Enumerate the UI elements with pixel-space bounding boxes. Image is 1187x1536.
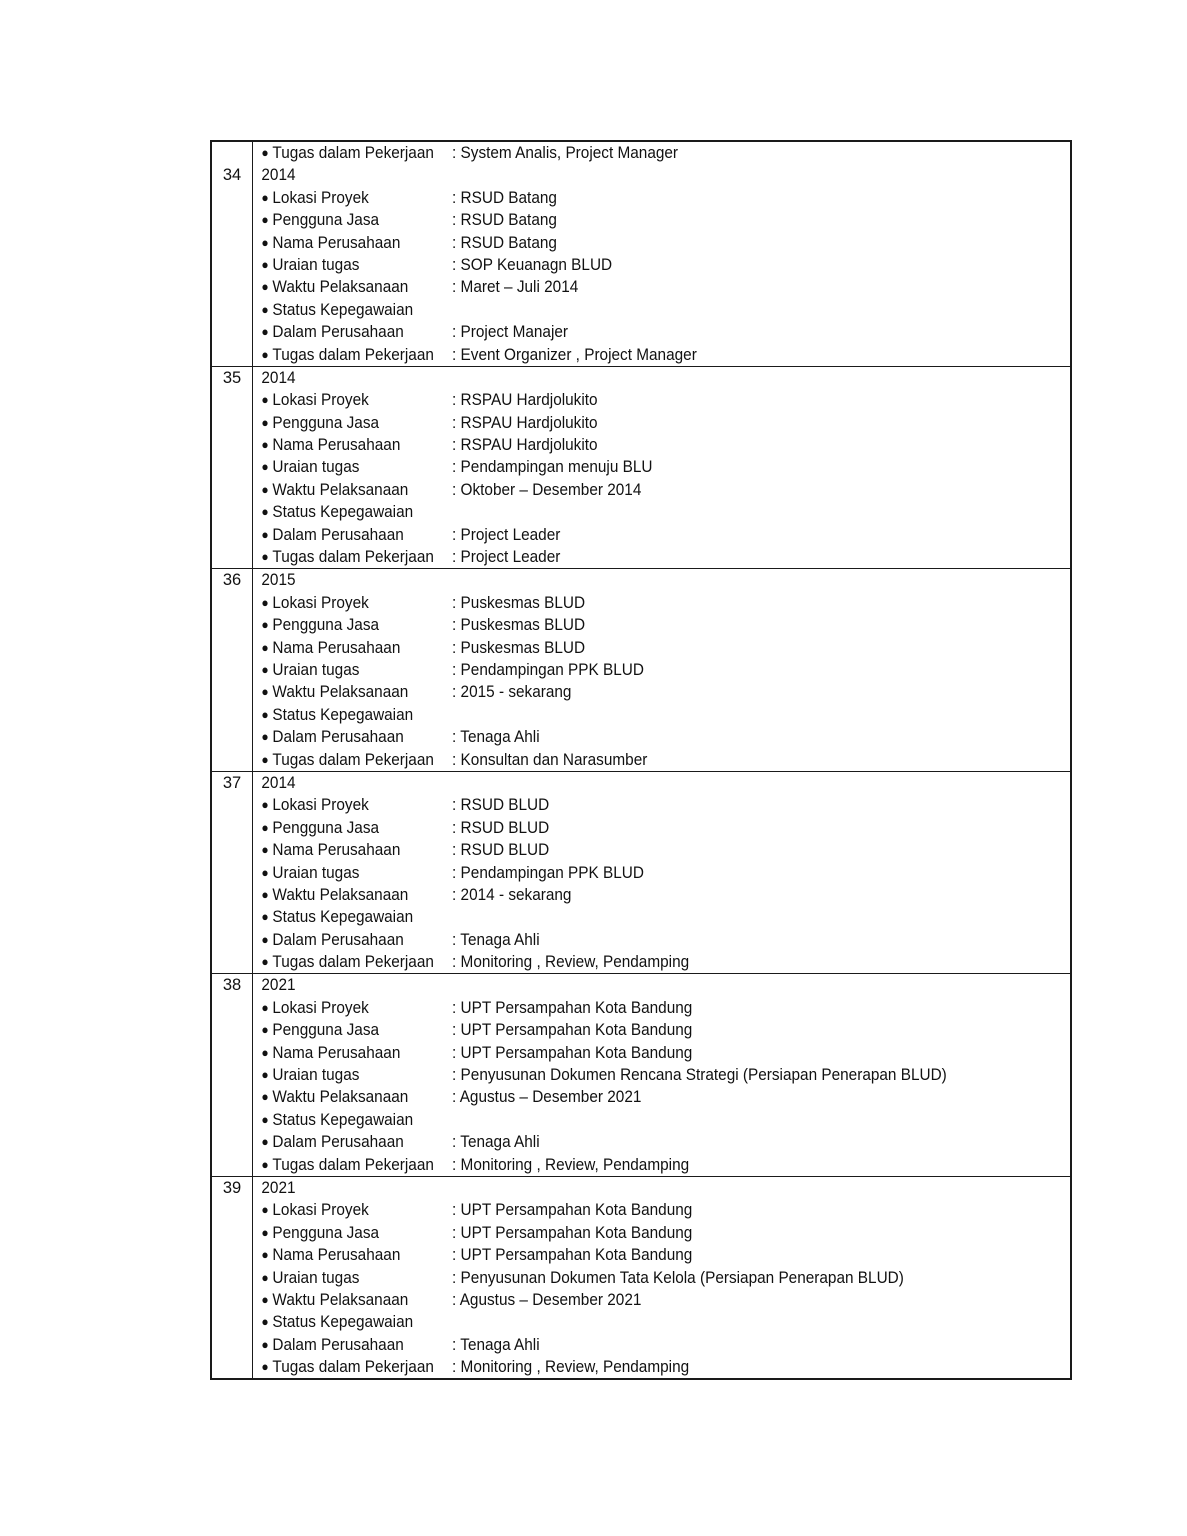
field-label: ● Status Kepegawaian	[261, 1110, 414, 1129]
bullet-icon: ●	[261, 301, 269, 317]
field-line	[261, 209, 1012, 231]
bullet-icon: ●	[261, 751, 269, 767]
table-row	[212, 164, 1070, 366]
field-value: : Maret – Juli 2014	[452, 278, 579, 297]
field-line	[261, 704, 1012, 726]
field-value: : SOP Keuanagn BLUD	[452, 255, 613, 274]
field-label: ● Pengguna Jasa	[261, 1021, 380, 1040]
field-value: : Tenaga Ahli	[452, 728, 540, 747]
field-label: ● Dalam Perusahaan	[261, 323, 404, 342]
entry-year: 2015	[261, 571, 296, 590]
field-value: : RSUD BLUD	[452, 796, 550, 815]
bullet-icon: ●	[261, 256, 269, 272]
field-value: : System Analis, Project Manager	[452, 144, 679, 162]
field-line	[261, 614, 1012, 636]
field-line	[261, 1356, 1012, 1378]
field-value: : Pendampingan PPK BLUD	[452, 660, 644, 679]
field-line	[261, 344, 1012, 366]
bullet-icon: ●	[261, 1224, 269, 1240]
field-label: ● Pengguna Jasa	[261, 211, 380, 230]
field-value: : RSUD BLUD	[452, 841, 550, 860]
field-line	[261, 681, 1012, 703]
field-value: : Konsultan dan Narasumber	[452, 750, 648, 769]
bullet-icon: ●	[261, 1336, 269, 1352]
entry-year: 2014	[261, 166, 296, 185]
field-value: : Penyusunan Dokumen Rencana Strategi (Persiapan Penerapan BLUD)	[452, 1066, 947, 1085]
field-label: ● Waktu Pelaksanaan	[261, 1088, 409, 1107]
field-line	[261, 321, 1012, 343]
bullet-icon: ●	[261, 931, 269, 947]
bullet-icon: ●	[261, 1291, 269, 1307]
year-line	[261, 772, 1012, 794]
field-label: ● Status Kepegawaian	[261, 705, 414, 724]
field-line	[261, 389, 1012, 411]
bullet-icon: ●	[261, 459, 269, 475]
field-value: : 2015 - sekarang	[452, 683, 572, 702]
table-row	[212, 568, 1070, 771]
experience-table	[210, 140, 1072, 1380]
field-label: ● Pengguna Jasa	[261, 1223, 380, 1242]
year-line	[261, 569, 1012, 591]
row-number: 38	[212, 974, 253, 1176]
field-value: : RSUD BLUD	[452, 818, 550, 837]
field-line	[261, 1311, 1012, 1333]
year-line	[261, 974, 1012, 996]
bullet-icon: ●	[261, 526, 269, 542]
field-label: ● Nama Perusahaan	[261, 638, 401, 657]
field-label: ● Tugas dalam Pekerjaan	[261, 548, 434, 567]
field-value: : UPT Persampahan Kota Bandung	[452, 1201, 693, 1220]
bullet-icon: ●	[261, 1247, 269, 1263]
field-line	[261, 456, 1012, 478]
bullet-icon: ●	[261, 842, 269, 858]
field-label: ● Tugas dalam Pekerjaan	[261, 750, 434, 769]
field-line	[261, 412, 1012, 434]
bullet-icon: ●	[261, 1269, 269, 1285]
field-value: : UPT Persampahan Kota Bandung	[452, 1043, 693, 1062]
table-row	[212, 366, 1070, 569]
field-value: : Agustus – Desember 2021	[452, 1290, 642, 1309]
field-label: ● Lokasi Proyek	[261, 391, 369, 410]
field-line	[261, 524, 1012, 546]
field-label: ● Tugas dalam Pekerjaan	[261, 345, 434, 364]
bullet-icon: ●	[261, 1089, 269, 1105]
entry-year: 2014	[261, 368, 296, 387]
bullet-icon: ●	[261, 504, 269, 520]
field-value: : Monitoring , Review, Pendamping	[452, 1358, 690, 1377]
field-line	[261, 749, 1012, 771]
field-line	[261, 501, 1012, 523]
field-value: : Puskesmas BLUD	[452, 638, 586, 657]
field-label: ● Lokasi Proyek	[261, 188, 369, 207]
year-line	[261, 1177, 1012, 1199]
field-value: : RSPAU Hardjolukito	[452, 436, 598, 455]
field-label: ● Tugas dalam Pekerjaan	[261, 1155, 434, 1174]
field-value: : 2014 - sekarang	[452, 885, 572, 904]
bullet-icon: ●	[261, 392, 269, 408]
field-value: : Monitoring , Review, Pendamping	[452, 1155, 690, 1174]
field-label: ● Nama Perusahaan	[261, 1246, 401, 1265]
field-label: ● Uraian tugas	[261, 863, 360, 882]
table-row	[212, 1176, 1070, 1379]
year-line	[261, 164, 1012, 186]
field-value: : RSPAU Hardjolukito	[452, 391, 598, 410]
field-line	[261, 794, 1012, 816]
bullet-icon: ●	[261, 324, 269, 340]
field-label: ● Nama Perusahaan	[261, 1043, 401, 1062]
row-number: 37	[212, 772, 253, 974]
field-value: : Pendampingan PPK BLUD	[452, 863, 644, 882]
field-line	[261, 637, 1012, 659]
field-label: ● Pengguna Jasa	[261, 413, 380, 432]
field-line	[261, 1019, 1012, 1041]
table-row	[212, 142, 1070, 164]
field-line	[261, 254, 1012, 276]
field-label: ● Waktu Pelaksanaan	[261, 278, 409, 297]
bullet-icon: ●	[261, 145, 269, 160]
entry-year: 2021	[261, 1178, 296, 1197]
field-value: : Penyusunan Dokumen Tata Kelola (Persiapan Penerapan BLUD)	[452, 1268, 904, 1287]
field-value: : Puskesmas BLUD	[452, 593, 586, 612]
field-line	[261, 142, 1012, 164]
field-value: : Project Manajer	[452, 323, 569, 342]
field-label: ● Nama Perusahaan	[261, 841, 401, 860]
field-line	[261, 839, 1012, 861]
field-line	[261, 276, 1012, 298]
field-value: : Agustus – Desember 2021	[452, 1088, 642, 1107]
field-line	[261, 1131, 1012, 1153]
field-line	[261, 1154, 1012, 1176]
row-content	[253, 974, 1013, 1176]
field-value: : RSUD Batang	[452, 233, 557, 252]
field-label: ● Waktu Pelaksanaan	[261, 885, 409, 904]
field-line	[261, 434, 1012, 456]
table-row	[212, 973, 1070, 1176]
row-content	[253, 1177, 1013, 1379]
field-label: ● Tugas dalam Pekerjaan	[261, 144, 434, 162]
bullet-icon: ●	[261, 661, 269, 677]
field-label: ● Lokasi Proyek	[261, 593, 369, 612]
field-value: : Puskesmas BLUD	[452, 616, 586, 635]
field-line	[261, 1199, 1012, 1221]
field-label: ● Uraian tugas	[261, 1066, 360, 1085]
field-label: ● Lokasi Proyek	[261, 796, 369, 815]
bullet-icon: ●	[261, 706, 269, 722]
bullet-icon: ●	[261, 1314, 269, 1330]
field-line	[261, 817, 1012, 839]
row-content	[253, 569, 1013, 771]
field-line	[261, 929, 1012, 951]
field-line	[261, 546, 1012, 568]
field-value: : UPT Persampahan Kota Bandung	[452, 1223, 693, 1242]
field-line	[261, 659, 1012, 681]
field-line	[261, 906, 1012, 928]
bullet-icon: ●	[261, 414, 269, 430]
field-value: : UPT Persampahan Kota Bandung	[452, 998, 693, 1017]
bullet-icon: ●	[261, 481, 269, 497]
field-value: : Tenaga Ahli	[452, 1335, 540, 1354]
bullet-icon: ●	[261, 212, 269, 228]
row-number	[212, 142, 253, 164]
field-label: ● Tugas dalam Pekerjaan	[261, 1358, 434, 1377]
field-label: ● Waktu Pelaksanaan	[261, 480, 409, 499]
field-value: : Oktober – Desember 2014	[452, 480, 642, 499]
field-line	[261, 592, 1012, 614]
field-value: : RSUD Batang	[452, 188, 557, 207]
table-row	[212, 771, 1070, 974]
field-value: : RSUD Batang	[452, 211, 557, 230]
field-value: : UPT Persampahan Kota Bandung	[452, 1246, 693, 1265]
field-line	[261, 1289, 1012, 1311]
field-label: ● Dalam Perusahaan	[261, 525, 404, 544]
field-value: : Project Leader	[452, 548, 561, 567]
field-line	[261, 299, 1012, 321]
bullet-icon: ●	[261, 279, 269, 295]
field-label: ● Uraian tugas	[261, 660, 360, 679]
bullet-icon: ●	[261, 1067, 269, 1083]
field-line	[261, 1109, 1012, 1131]
field-label: ● Dalam Perusahaan	[261, 930, 404, 949]
field-line	[261, 862, 1012, 884]
row-content	[253, 367, 1013, 569]
field-label: ● Status Kepegawaian	[261, 503, 414, 522]
field-line	[261, 232, 1012, 254]
year-line	[261, 367, 1012, 389]
field-value: : Tenaga Ahli	[452, 930, 540, 949]
field-label: ● Status Kepegawaian	[261, 300, 414, 319]
bullet-icon: ●	[261, 999, 269, 1015]
field-label: ● Uraian tugas	[261, 458, 360, 477]
bullet-icon: ●	[261, 639, 269, 655]
field-line	[261, 1086, 1012, 1108]
entry-year: 2014	[261, 773, 296, 792]
field-label: ● Pengguna Jasa	[261, 616, 380, 635]
field-label: ● Uraian tugas	[261, 1268, 360, 1287]
entries	[212, 164, 1070, 1378]
field-label: ● Dalam Perusahaan	[261, 1335, 404, 1354]
field-label: ● Uraian tugas	[261, 255, 360, 274]
field-value: : Pendampingan menuju BLU	[452, 458, 653, 477]
bullet-icon: ●	[261, 346, 269, 362]
field-label: ● Lokasi Proyek	[261, 998, 369, 1017]
bullet-icon: ●	[261, 819, 269, 835]
field-line	[261, 1244, 1012, 1266]
field-label: ● Waktu Pelaksanaan	[261, 1290, 409, 1309]
row-content	[253, 772, 1013, 974]
bullet-icon: ●	[261, 617, 269, 633]
field-label: ● Nama Perusahaan	[261, 436, 401, 455]
field-label: ● Lokasi Proyek	[261, 1201, 369, 1220]
bullet-icon: ●	[261, 729, 269, 745]
field-label: ● Nama Perusahaan	[261, 233, 401, 252]
bullet-icon: ●	[261, 1359, 269, 1375]
bullet-icon: ●	[261, 549, 269, 565]
field-label: ● Dalam Perusahaan	[261, 728, 404, 747]
field-value: : Monitoring , Review, Pendamping	[452, 953, 690, 972]
bullet-icon: ●	[261, 1134, 269, 1150]
bullet-icon: ●	[261, 234, 269, 250]
field-value: : RSPAU Hardjolukito	[452, 413, 598, 432]
entry-year: 2021	[261, 976, 296, 995]
field-line	[261, 726, 1012, 748]
field-line	[261, 884, 1012, 906]
field-line	[261, 187, 1012, 209]
bullet-icon: ●	[261, 1022, 269, 1038]
field-label: ● Pengguna Jasa	[261, 818, 380, 837]
row-number: 36	[212, 569, 253, 771]
field-label: ● Dalam Perusahaan	[261, 1133, 404, 1152]
field-label: ● Waktu Pelaksanaan	[261, 683, 409, 702]
field-line	[261, 1222, 1012, 1244]
field-line	[261, 997, 1012, 1019]
field-line	[261, 479, 1012, 501]
bullet-icon: ●	[261, 954, 269, 970]
row-number: 34	[212, 164, 253, 366]
bullet-icon: ●	[261, 594, 269, 610]
bullet-icon: ●	[261, 797, 269, 813]
bullet-icon: ●	[261, 437, 269, 453]
field-value: : Event Organizer , Project Manager	[452, 345, 697, 364]
bullet-icon: ●	[261, 684, 269, 700]
field-label: ● Tugas dalam Pekerjaan	[261, 953, 434, 972]
bullet-icon: ●	[261, 909, 269, 925]
bullet-icon: ●	[261, 1156, 269, 1172]
field-value: : UPT Persampahan Kota Bandung	[452, 1021, 693, 1040]
bullet-icon: ●	[261, 189, 269, 205]
field-value: : Project Leader	[452, 525, 561, 544]
row-number: 39	[212, 1177, 253, 1379]
field-line	[261, 1334, 1012, 1356]
field-line	[261, 1042, 1012, 1064]
bullet-icon: ●	[261, 1044, 269, 1060]
field-label: ● Status Kepegawaian	[261, 908, 414, 927]
field-line	[261, 951, 1012, 973]
row-number: 35	[212, 367, 253, 569]
field-line	[261, 1267, 1012, 1289]
row-content	[253, 164, 1013, 366]
bullet-icon: ●	[261, 886, 269, 902]
field-label: ● Status Kepegawaian	[261, 1313, 414, 1332]
bullet-icon: ●	[261, 1111, 269, 1127]
bullet-icon: ●	[261, 864, 269, 880]
field-value: : Tenaga Ahli	[452, 1133, 540, 1152]
bullet-icon: ●	[261, 1202, 269, 1218]
field-line	[261, 1064, 1012, 1086]
row-content	[253, 142, 1013, 164]
